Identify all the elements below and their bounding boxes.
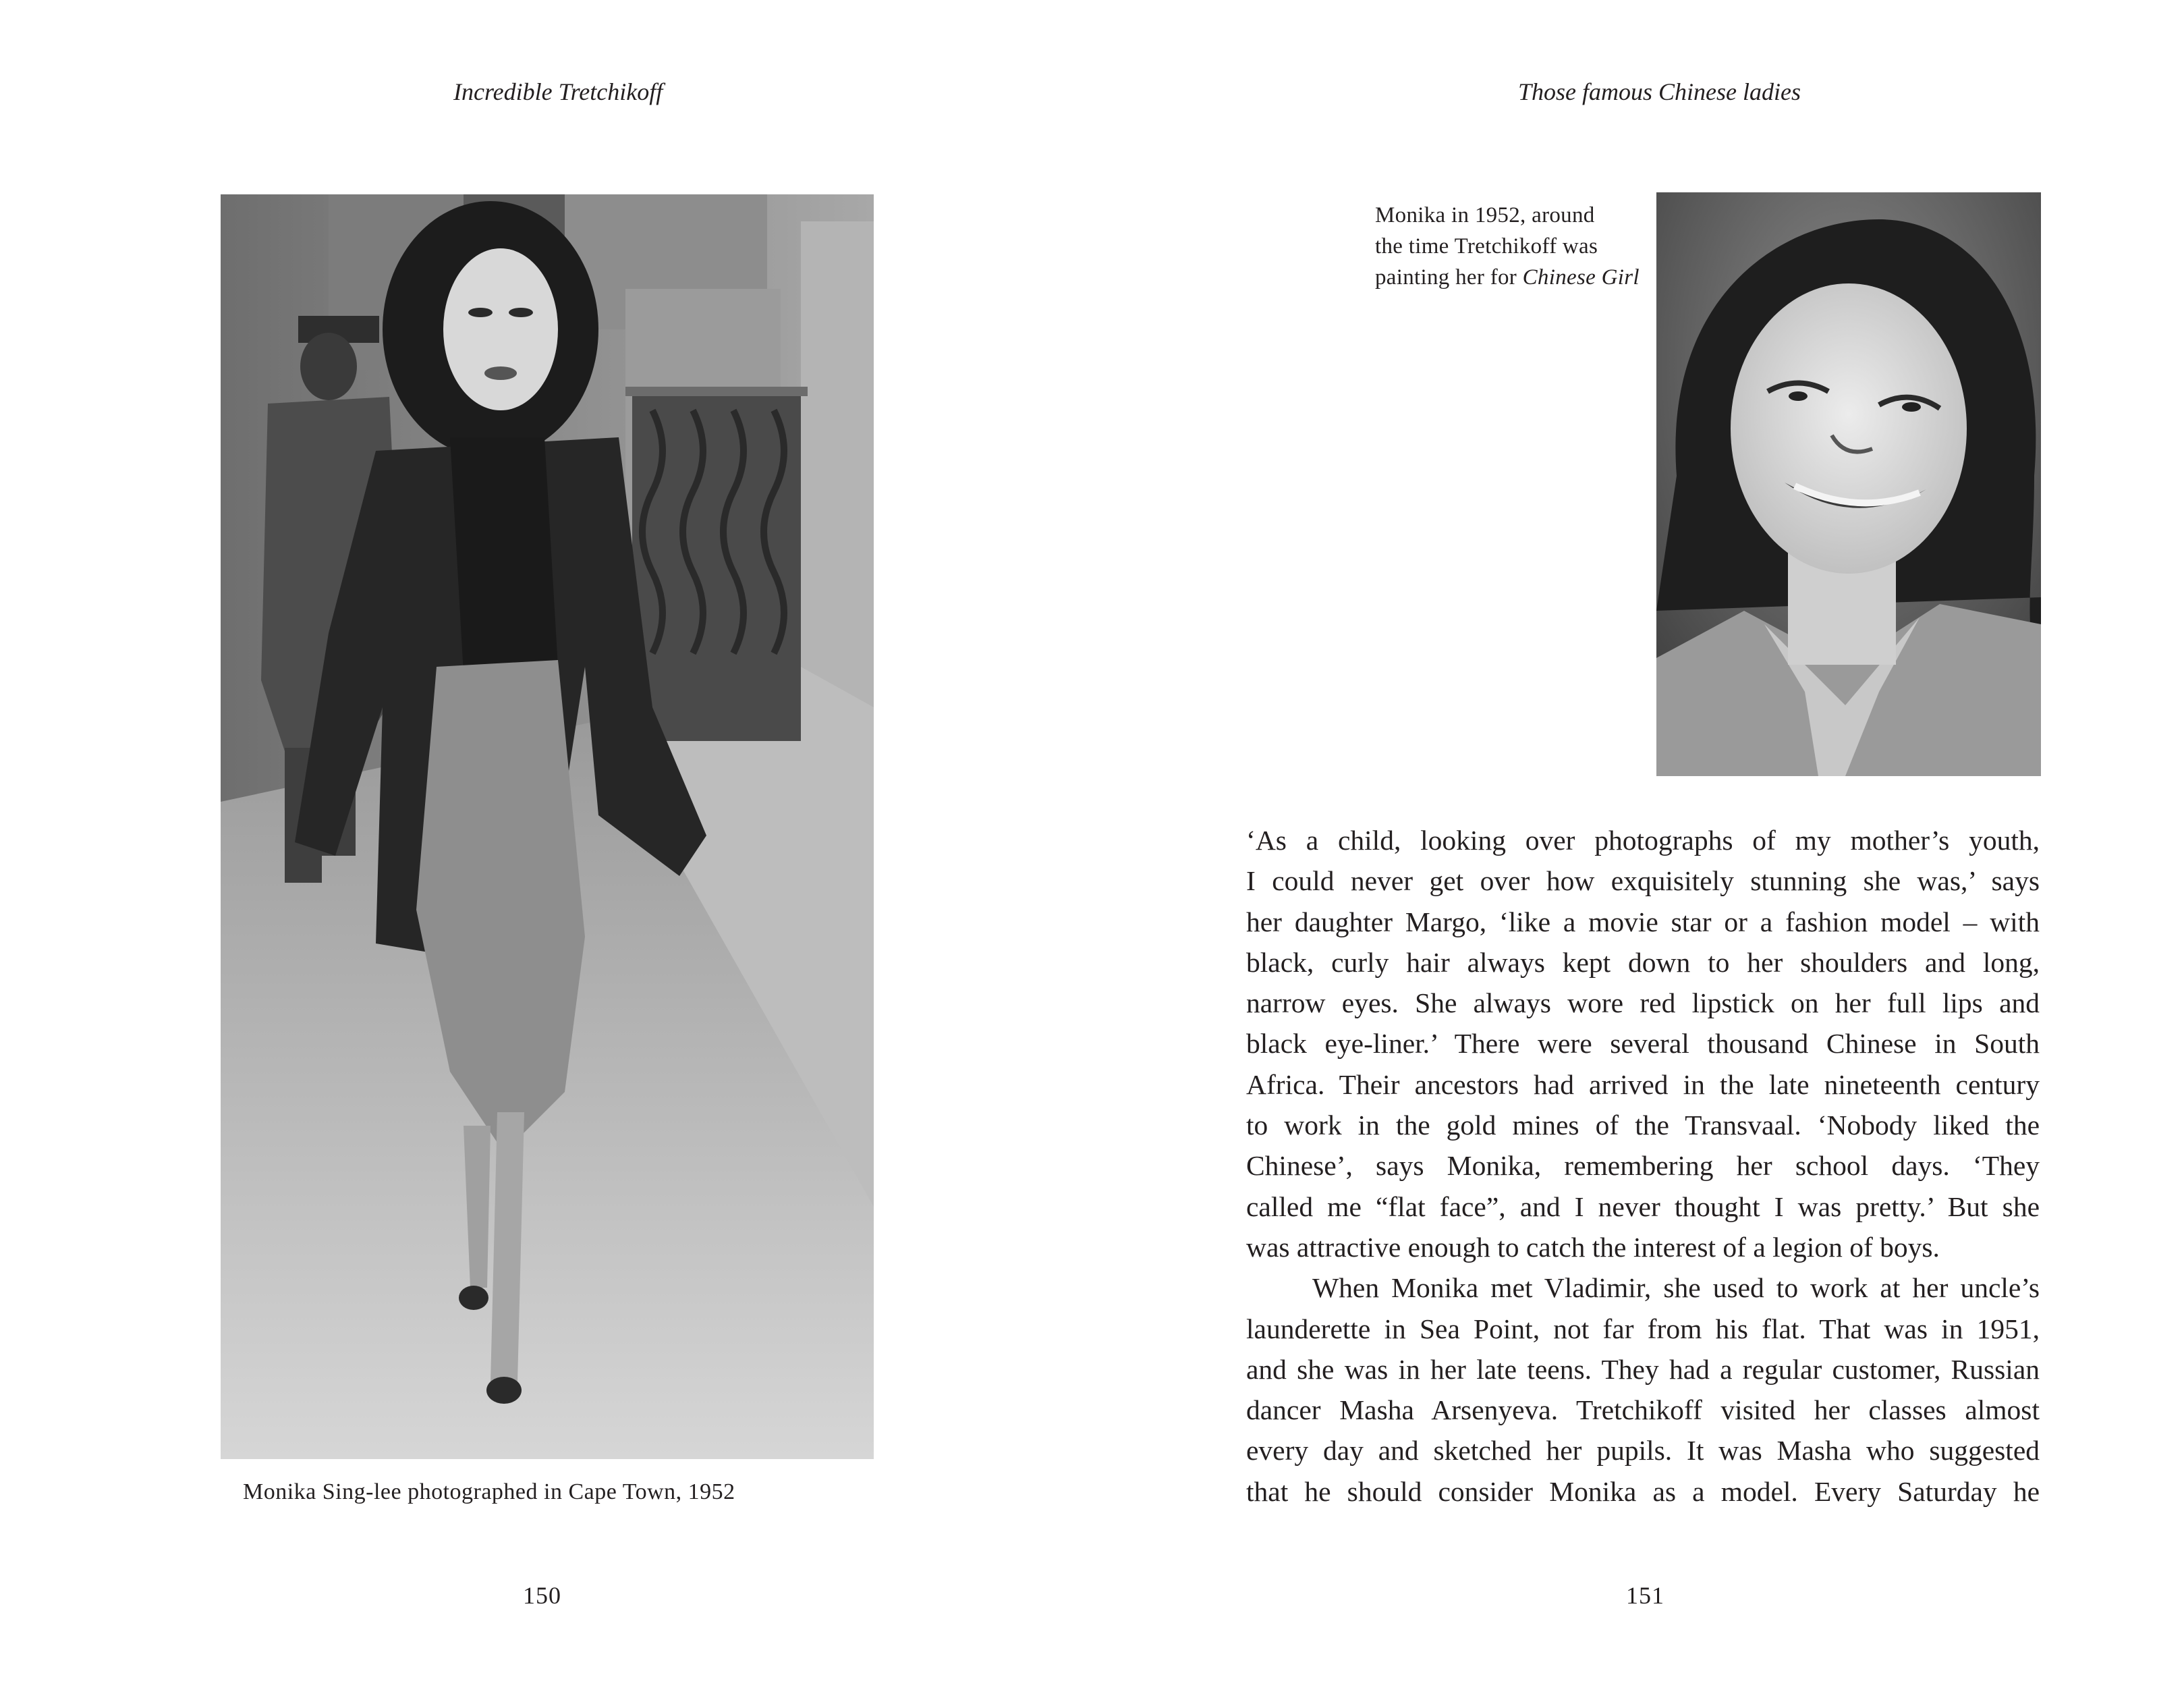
- body-line: Chinese’, says Monika, remembering her school days. ‘They: [1246, 1150, 2040, 1182]
- portrait-photo: [1656, 192, 2041, 776]
- caption-line: [1375, 262, 1645, 293]
- body-line: called me “flat face”, and I never thought I was pretty.’ But she: [1246, 1190, 2040, 1222]
- caption-line: the time Tretchikoff was: [1375, 234, 1598, 258]
- body-line: to work in the gold mines of the Transvaal. ‘Nobody liked the: [1246, 1110, 2040, 1141]
- body-line: her daughter Margo, ‘like a movie star or a fashion model – with: [1246, 906, 2040, 937]
- page-number-right: 151: [1626, 1582, 1664, 1609]
- caption-text: painting her for: [1375, 265, 1523, 290]
- running-head-left: Incredible Tretchikoff: [453, 78, 663, 105]
- street-photo-image: [221, 194, 874, 1459]
- body-line: dancer Masha Arsenyeva. Tretchikoff visited her classes almost: [1246, 1394, 2040, 1426]
- running-head-right: Those famous Chinese ladies: [1518, 78, 1801, 105]
- page-number-left: 150: [523, 1582, 561, 1609]
- body-text: [1246, 820, 2040, 1512]
- street-photo: [221, 194, 874, 1459]
- caption-line: Monika in 1952, around: [1375, 203, 1595, 227]
- body-line: was attractive enough to catch the interest of a legion of boys.: [1246, 1231, 1940, 1263]
- body-line: launderette in Sea Point, not far from his flat. That was in 1951,: [1246, 1313, 2040, 1344]
- body-line: Africa. Their ancestors had arrived in the late nineteenth century: [1246, 1068, 2040, 1100]
- body-line: When Monika met Vladimir, she used to work at her uncle’s: [1312, 1272, 2040, 1304]
- body-line: black, curly hair always kept down to her shoulders and long,: [1246, 946, 2040, 978]
- artwork-title: Chinese Girl: [1522, 265, 1640, 290]
- body-line: narrow eyes. She always wore red lipstick on her full lips and: [1246, 987, 2040, 1019]
- body-line: black eye-liner.’ There were several thousand Chinese in South: [1246, 1028, 2040, 1060]
- body-line: I could never get over how exquisitely stunning she was,’ says: [1246, 865, 2040, 897]
- body-line: that he should consider Monika as a model. Every Saturday he: [1246, 1475, 2040, 1507]
- body-line: every day and sketched her pupils. It was Masha who suggested: [1246, 1435, 2040, 1467]
- body-line: ‘As a child, looking over photographs of my mother’s youth,: [1246, 825, 2040, 856]
- right-page: [1092, 0, 2184, 1698]
- body-line: and she was in her late teens. They had a regular customer, Russian: [1246, 1353, 2040, 1385]
- photo-caption-right: [1375, 200, 1645, 293]
- portrait-photo-image: [1656, 192, 2041, 776]
- photo-caption-left: Monika Sing-lee photographed in Cape Town, 1952: [243, 1479, 735, 1504]
